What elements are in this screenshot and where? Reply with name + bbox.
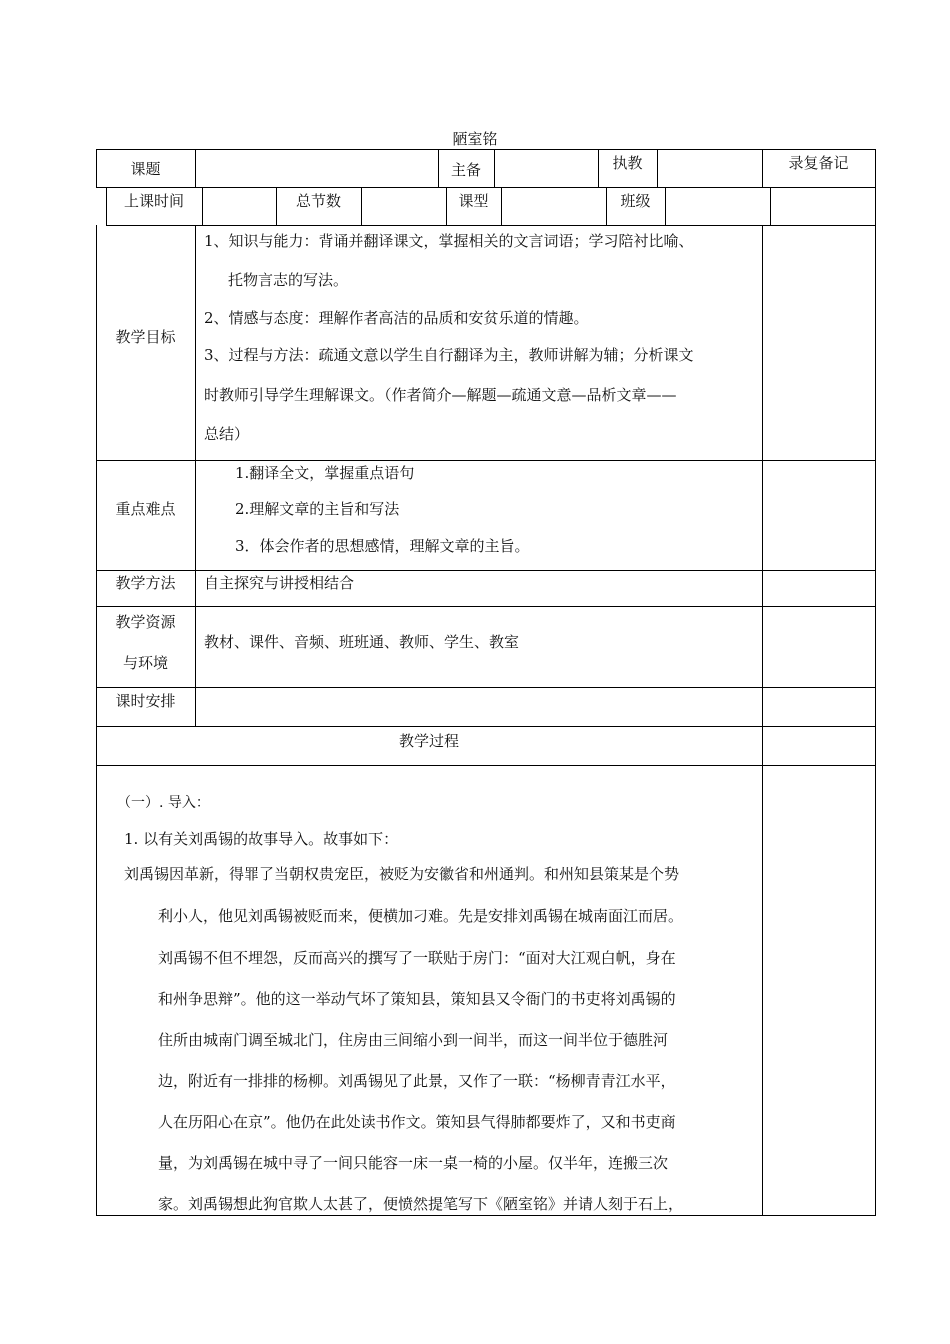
key-point-item: 2.理解文章的主旨和写法 bbox=[235, 500, 400, 518]
table-border bbox=[96, 460, 876, 461]
table-border bbox=[96, 606, 876, 607]
teaching-method-value: 自主探究与讲授相结合 bbox=[204, 574, 355, 592]
story-line: 刘禹锡不但不埋怨，反而高兴的撰写了一联贴于房门：“面对大江观白帆，身在 bbox=[158, 949, 676, 967]
story-line: 住所由城南门调至城北门，住房由三间缩小到一间半，而这一间半位于德胜河 bbox=[158, 1031, 669, 1049]
goal-line: 2、情感与态度：理解作者高洁的品质和安贫乐道的情趣。 bbox=[204, 309, 589, 327]
teaching-method-label: 教学方法 bbox=[115, 574, 176, 592]
table-border bbox=[875, 187, 876, 226]
story-line: 利小人，他见刘禹锡被贬而来，便横加刁难。先是安排刘禹锡在城南面江而居。 bbox=[158, 907, 684, 925]
table-border bbox=[494, 149, 495, 188]
table-border bbox=[665, 187, 666, 226]
class-label: 班级 bbox=[620, 192, 651, 210]
table-border bbox=[96, 1215, 876, 1216]
table-border bbox=[501, 187, 502, 226]
table-border bbox=[195, 225, 196, 727]
intro-heading: （一）. 导入： bbox=[117, 795, 210, 811]
document-title: 陋室铭 bbox=[452, 130, 498, 148]
goal-line: 时教师引导学生理解课文。（作者简介—解题—疏通文意—品析文章—— bbox=[204, 386, 677, 404]
teaching-process-label: 教学过程 bbox=[398, 732, 459, 750]
table-border bbox=[96, 726, 876, 727]
story-line: 量，为刘禹锡在城中寻了一间只能容一床一桌一椅的小屋。仅半年，连搬三次 bbox=[158, 1154, 669, 1172]
story-line: 人在历阳心在京”。他仍在此处读书作文。策知县气得肺都要炸了，又和书吏商 bbox=[158, 1113, 676, 1131]
key-point-item: 3．体会作者的思想感情，理解文章的主旨。 bbox=[235, 537, 530, 555]
teaching-goals-label: 教学目标 bbox=[115, 328, 176, 346]
goal-line: 3、过程与方法：疏通文意以学生自行翻译为主，教师讲解为辅；分析课文 bbox=[204, 346, 694, 364]
total-sessions-label: 总节数 bbox=[295, 192, 341, 210]
goal-line: 1、知识与能力：背诵并翻译课文，掌握相关的文言词语；学习陪衬比喻、 bbox=[204, 232, 694, 250]
intro-item: 1. 以有关刘禹锡的故事导入。故事如下： bbox=[124, 830, 399, 848]
table-border bbox=[202, 187, 203, 226]
schedule-label: 课时安排 bbox=[115, 692, 176, 710]
table-border bbox=[657, 149, 658, 188]
goal-line: 托物言志的写法。 bbox=[228, 271, 349, 289]
class-time-label: 上课时间 bbox=[123, 192, 184, 210]
table-border bbox=[361, 187, 362, 226]
story-line: 家。刘禹锡想此狗官欺人太甚了，便愤然提笔写下《陋室铭》并请人刻于石上， bbox=[158, 1195, 684, 1213]
lead-preparer-label: 主备 bbox=[450, 161, 481, 179]
story-line: 边，附近有一排排的杨柳。刘禹锡见了此景，又作了一联：“杨柳青青江水平， bbox=[158, 1072, 676, 1090]
table-border bbox=[96, 687, 876, 688]
table-border bbox=[875, 225, 876, 1216]
table-border bbox=[96, 570, 876, 571]
goal-line: 总结） bbox=[204, 425, 250, 443]
resources-value: 教材、课件、音频、班班通、教师、学生、教室 bbox=[204, 633, 520, 651]
table-border bbox=[106, 225, 876, 226]
table-border bbox=[770, 187, 771, 226]
key-points-label: 重点难点 bbox=[115, 500, 176, 518]
key-point-item: 1.翻译全文，掌握重点语句 bbox=[235, 464, 415, 482]
table-border bbox=[96, 187, 876, 188]
table-border bbox=[195, 149, 196, 188]
table-border bbox=[96, 149, 876, 150]
lesson-type-label: 课型 bbox=[458, 192, 489, 210]
story-line: 和州争思辩”。他的这一举动气坏了策知县，策知县又令衙门的书吏将刘禹锡的 bbox=[158, 990, 676, 1008]
table-border bbox=[96, 765, 876, 766]
resources-label: 与环境 bbox=[122, 654, 168, 672]
table-border bbox=[96, 225, 97, 1216]
resources-label: 教学资源 bbox=[115, 613, 176, 631]
topic-label: 课题 bbox=[130, 160, 161, 178]
table-border bbox=[762, 225, 763, 1216]
story-line: 刘禹锡因革新，得罪了当朝权贵宠臣，被贬为安徽省和州通判。和州知县策某是个势 bbox=[124, 865, 680, 883]
teacher-label: 执教 bbox=[612, 154, 643, 172]
table-border bbox=[875, 149, 876, 188]
review-notes-label: 录复备记 bbox=[788, 154, 849, 172]
